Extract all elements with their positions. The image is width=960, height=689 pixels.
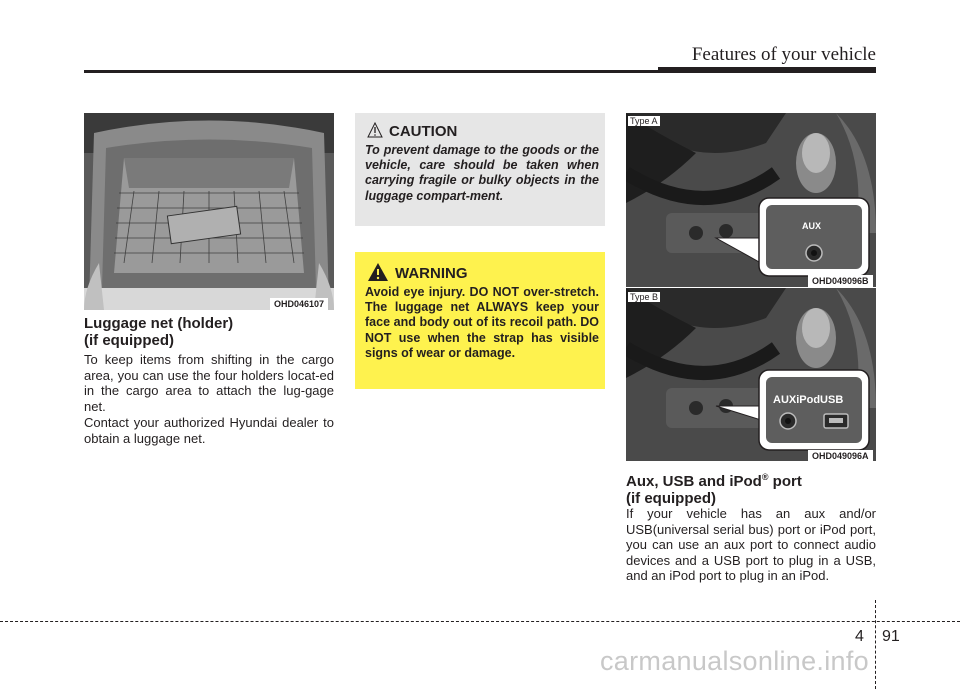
luggage-paragraph-2: Contact your authorized Hyundai dealer to obtain a luggage net. [84, 415, 334, 446]
footer-vertical-rule [875, 600, 876, 689]
warning-text: Avoid eye injury. DO NOT over-stretch. The luggage net ALWAYS keep your face and body out of its recoil path. DO NOT use when the strap has visible signs of wear or damage. [365, 285, 599, 360]
caution-box [355, 113, 605, 226]
luggage-paragraph-1: To keep items from shifting in the cargo area, you can use the four holders locat-ed in the cargo area to attach the lug-gage net. [84, 352, 334, 414]
page-number: 91 [882, 628, 900, 645]
luggage-heading-line2: (if equipped) [84, 332, 174, 349]
aux-panel-label-a: AUX [802, 221, 822, 231]
warning-icon [367, 262, 389, 282]
watermark: carmanualsonline.info [600, 646, 869, 676]
caution-text: To prevent damage to the goods or the vehicle, care should be taken when carrying fragile or bulky objects in the luggage compart-ment. [365, 143, 599, 203]
aux-heading [626, 469, 802, 507]
aux-heading-text: Aux, USB and iPod [626, 473, 762, 490]
warning-title: WARNING [395, 265, 468, 282]
aux-heading-line1 [626, 469, 802, 490]
aux-type-a-photo [626, 113, 876, 287]
aux-type-b-photo [626, 288, 876, 461]
caution-icon [367, 122, 383, 138]
luggage-net-photo [84, 113, 334, 310]
type-b-label: Type B [630, 292, 659, 302]
luggage-photo-code: OHD046107 [270, 298, 328, 310]
header-rule-accent [658, 67, 876, 73]
aux-paragraph: If your vehicle has an aux and/or USB(universal serial bus) port or iPod port, you can use an aux port to connect audio devices and a USB port to plug in a USB, and an iPod port to plug in an iPod. [626, 506, 876, 584]
footer-dashed-rule [0, 621, 960, 622]
aux-heading-port: port [768, 473, 802, 490]
registered-mark: ® [761, 472, 769, 482]
chapter-number: 4 [855, 628, 864, 645]
page-header-title: Features of your vehicle [691, 44, 876, 65]
type-b-photo-code: OHD049096A [808, 450, 873, 462]
caution-title: CAUTION [389, 123, 458, 140]
luggage-heading [84, 315, 233, 349]
aux-panel-label-b: AUXiPodUSB [773, 394, 844, 406]
warning-box [355, 252, 605, 389]
type-a-label: Type A [630, 116, 658, 126]
type-a-photo-code: OHD049096B [808, 275, 873, 287]
luggage-heading-line1: Luggage net (holder) [84, 315, 234, 332]
aux-heading-line2: (if equipped) [626, 490, 716, 507]
